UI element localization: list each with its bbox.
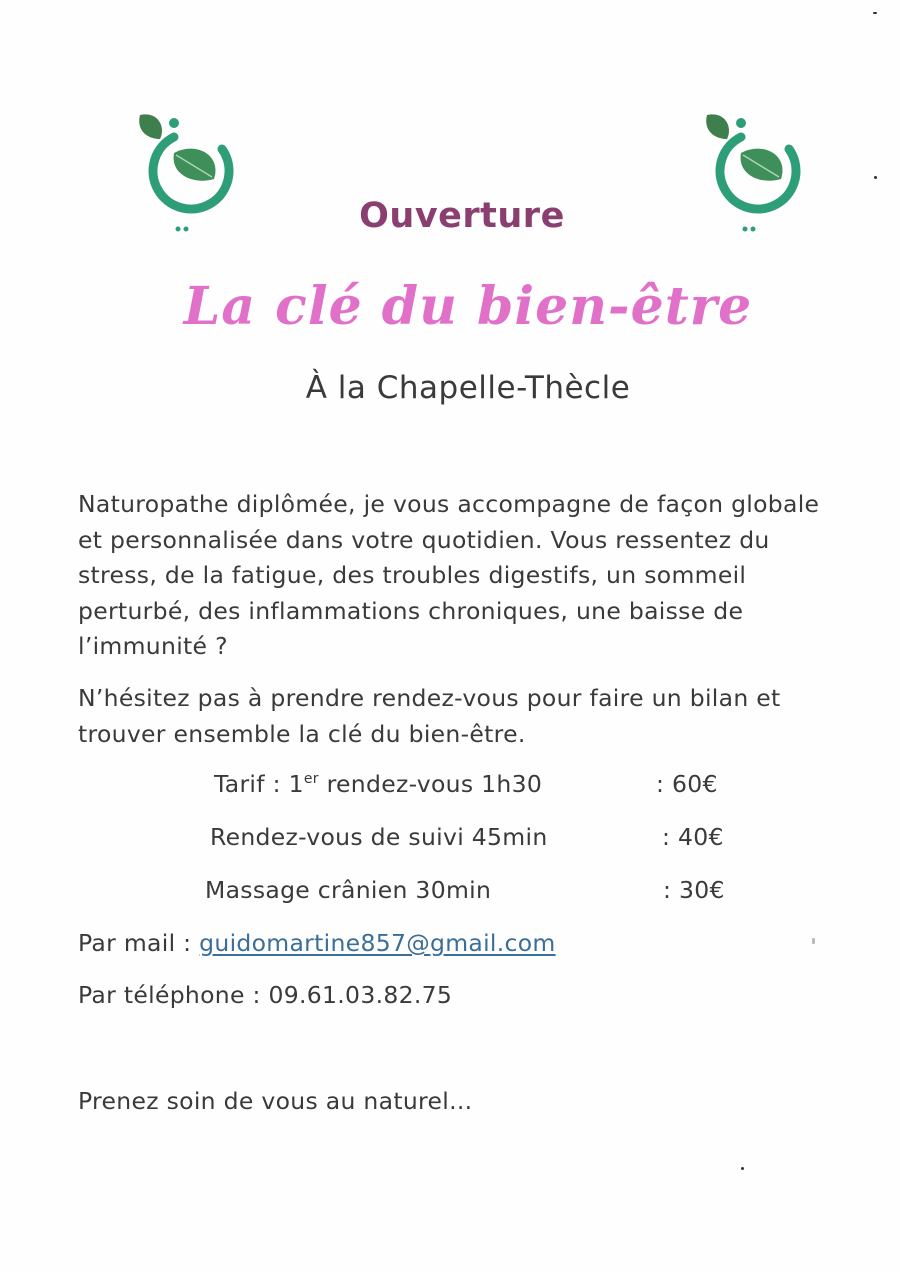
- price-value: : 60€: [656, 770, 718, 798]
- email-link[interactable]: guidomartine857@gmail.com: [199, 929, 556, 957]
- scan-speck: [812, 938, 815, 944]
- price-label: Tarif : 1er rendez-vous 1h30: [214, 770, 543, 798]
- price-label: Massage crânien 30min: [205, 876, 492, 904]
- scan-speck: [874, 176, 877, 179]
- invitation-paragraph: N’hésitez pas à prendre rendez-vous pour faire un bilan et trouver ensemble la clé du bien-être.: [78, 684, 781, 748]
- mail-label: Par mail :: [78, 929, 200, 957]
- opening-heading: Ouverture: [359, 196, 565, 236]
- brand-title: La clé du bien-être: [183, 276, 753, 337]
- phone-number: 09.61.03.82.75: [268, 981, 453, 1009]
- price-value: : 40€: [662, 823, 724, 851]
- scan-speck: [741, 1167, 744, 1170]
- contact-phone: [78, 981, 452, 1009]
- intro-paragraph: Naturopathe diplômée, je vous accompagne de façon globale et personnalisée dans votre quotidien. Vous ressentez du stress, de la fatigue, des troubles digestifs, un sommeil perturbé, des inflammations chroniques, une baisse de l’immunité ?: [78, 490, 820, 660]
- location-subtitle: À la Chapelle-Thècle: [305, 370, 631, 406]
- phone-label: Par téléphone :: [78, 981, 269, 1009]
- price-label: Rendez-vous de suivi 45min: [210, 823, 548, 851]
- contact-mail: [78, 929, 556, 957]
- scan-speck: [873, 12, 877, 14]
- closing-line: Prenez soin de vous au naturel...: [78, 1087, 473, 1115]
- price-value: : 30€: [663, 876, 725, 904]
